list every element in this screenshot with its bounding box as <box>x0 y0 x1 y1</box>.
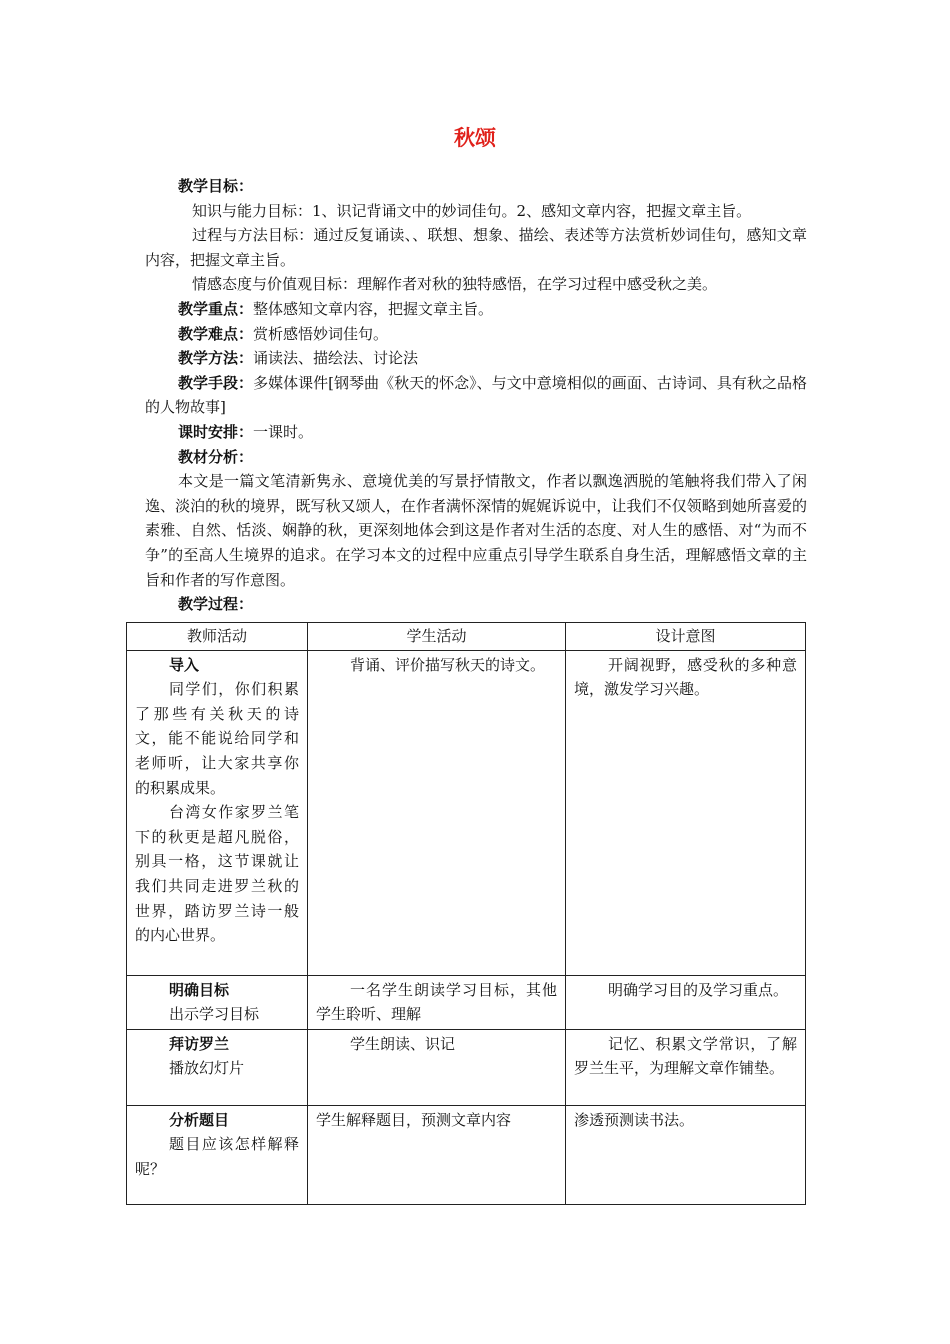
teacher-text: 同学们，你们积累了那些有关秋天的诗文，能不能说给同学和老师听，让大家共享你的积累成果。 <box>135 680 299 797</box>
key-point-text: 整体感知文章内容，把握文章主旨。 <box>253 299 494 318</box>
teacher-cell <box>127 975 308 1029</box>
objective-knowledge: 知识与能力目标：1、识记背诵文中的妙词佳句。2、感知文章内容，把握文章主旨。 <box>192 201 752 220</box>
analysis-text: 本文是一篇文笔清新隽永、意境优美的写景抒情散文，作者以飘逸洒脱的笔触将我们带入了闲逸、淡泊的秋的境界，既写秋又颂人，在作者满怀深情的娓娓诉说中，让我们不仅领略到她所喜爱的素雅、自然、恬淡、娴静的秋，更深刻地体会到这是作者对生活的态度、对人生的感悟、对“为而不争”的至高人生境界的追求。在学习本文的过程中应重点引导学生联系自身生活，理解感悟文章的主旨和作者的写作意图。 <box>145 472 807 589</box>
difficulty-text: 赏析感悟妙词佳句。 <box>253 324 389 343</box>
method-text: 诵读法、描绘法、讨论法 <box>253 349 419 368</box>
student-cell <box>308 975 566 1029</box>
teacher-cell <box>127 1029 308 1105</box>
header-intent: 设计意图 <box>566 623 806 651</box>
means-text: 多媒体课件[钢琴曲《秋天的怀念》、与文中意境相似的画面、古诗词、具有秋之品格的人物故事] <box>145 373 807 417</box>
header-teacher: 教师活动 <box>127 623 308 651</box>
teacher-text: 播放幻灯片 <box>169 1059 245 1078</box>
student-text: 背诵、评价描写秋天的诗文。 <box>350 655 546 674</box>
intent-text: 渗透预测读书法。 <box>574 1110 695 1129</box>
teacher-cell <box>127 1105 308 1204</box>
intent-cell <box>566 975 806 1029</box>
step-title: 明确目标 <box>169 980 230 999</box>
teacher-text: 出示学习目标 <box>169 1005 260 1024</box>
intent-cell <box>566 650 806 975</box>
teacher-text: 题目应该怎样解释呢？ <box>135 1135 299 1178</box>
step-title: 分析题目 <box>169 1110 230 1129</box>
objectives-heading: 教学目标： <box>178 177 254 195</box>
key-point-line <box>145 297 807 322</box>
means-label: 教学手段： <box>178 373 254 392</box>
student-cell <box>308 1105 566 1204</box>
student-text: 一名学生朗读学习目标，其他学生聆听、理解 <box>316 980 557 1024</box>
schedule-line <box>145 420 807 445</box>
objective-process: 过程与方法目标：通过反复诵读、、联想、想象、描绘、表述等方法赏析妙词佳句，感知文章内容，把握文章主旨。 <box>145 226 807 269</box>
table-header-row <box>127 623 806 651</box>
process-heading: 教学过程： <box>178 595 254 614</box>
table-row <box>127 1029 806 1105</box>
intent-cell <box>566 1029 806 1105</box>
table-row <box>127 1105 806 1204</box>
intent-text: 记忆、积累文学常识，了解罗兰生平，为理解文章作铺垫。 <box>574 1034 797 1078</box>
method-label: 教学方法： <box>178 349 254 368</box>
schedule-label: 课时安排： <box>178 422 254 441</box>
key-point-label: 教学重点： <box>178 299 254 318</box>
method-line <box>145 346 807 371</box>
intent-cell <box>566 1105 806 1204</box>
lesson-plan-body <box>145 174 807 617</box>
teacher-text: 台湾女作家罗兰笔下的秋更是超凡脱俗，别具一格，这节课就让我们共同走进罗兰秋的世界，踏访罗兰诗一般的内心世界。 <box>135 803 299 945</box>
step-title: 拜访罗兰 <box>169 1034 230 1053</box>
step-title: 导入 <box>169 655 200 674</box>
student-cell <box>308 650 566 975</box>
student-cell <box>308 1029 566 1105</box>
header-student: 学生活动 <box>308 623 566 651</box>
difficulty-label: 教学难点： <box>178 324 254 343</box>
student-text: 学生解释题目，预测文章内容 <box>316 1110 512 1129</box>
intent-text: 明确学习目的及学习重点。 <box>608 980 789 999</box>
page-title: 秋颂 <box>454 126 496 150</box>
table-row <box>127 975 806 1029</box>
schedule-text: 一课时。 <box>253 422 314 441</box>
teacher-cell <box>127 650 308 975</box>
means-line <box>145 371 807 420</box>
table-row <box>127 650 806 975</box>
student-text: 学生朗读、识记 <box>350 1034 456 1053</box>
objective-emotion: 情感态度与价值观目标：理解作者对秋的独特感悟，在学习过程中感受秋之美。 <box>192 275 718 294</box>
teaching-process-table <box>126 622 806 1205</box>
analysis-heading: 教材分析： <box>178 447 254 466</box>
difficulty-line <box>145 322 807 347</box>
intent-text: 开阔视野，感受秋的多种意境，激发学习兴趣。 <box>574 655 797 699</box>
